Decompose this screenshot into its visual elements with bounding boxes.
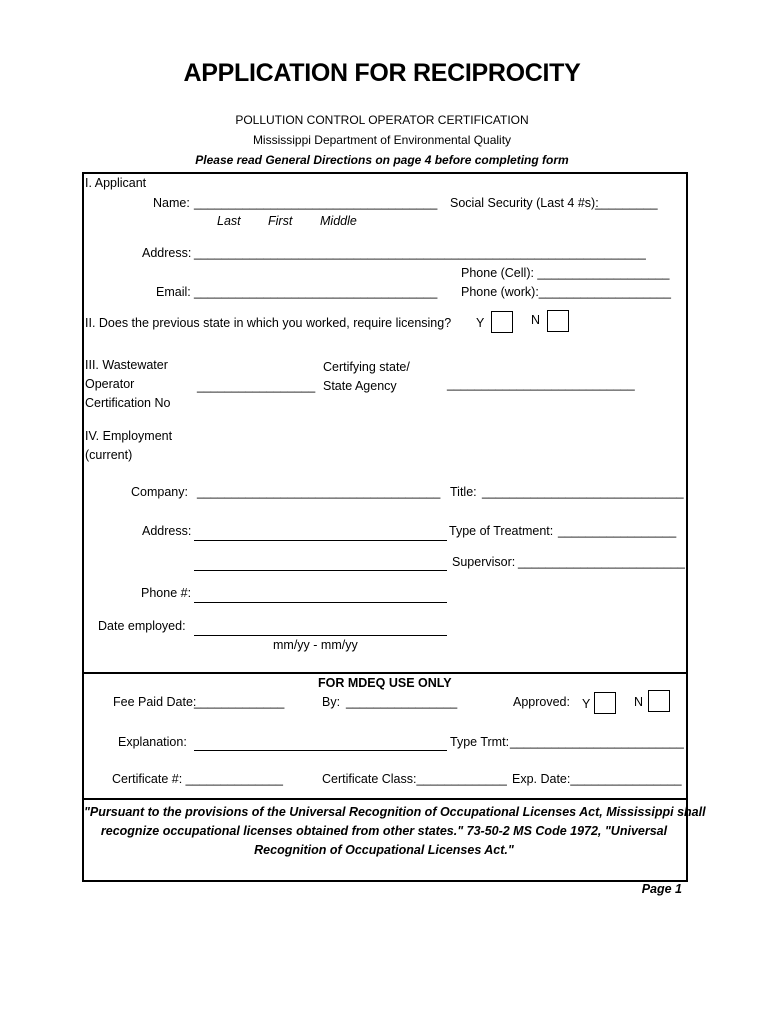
wastewater-heading-line3: Certification No [85,396,171,410]
approved-label: Approved: [513,695,570,709]
company-field[interactable]: ___________________________________ [197,485,441,499]
email-label: Email: [156,285,191,299]
form-title: APPLICATION FOR RECIPROCITY [183,59,581,87]
date-employed-field[interactable] [194,635,447,636]
employer-address-line2[interactable] [194,570,447,571]
approved-no-label: N [634,695,644,709]
phone-work-field[interactable]: Phone (work):___________________ [461,285,671,299]
name-sub-middle: Middle [320,214,357,228]
approved-no-checkbox[interactable] [648,690,670,712]
fee-paid-label: Fee Paid Date: [113,695,197,709]
certificate-class-field[interactable]: Certificate Class:_____________ [322,772,507,786]
type-trmt-label: Type Trmt: [450,735,510,749]
title-label: Title: [450,485,477,499]
licensing-yes-checkbox[interactable] [491,311,513,333]
wastewater-heading-line2: Operator [85,377,135,391]
statute-line2: recognize occupational licenses obtained from other states." 73-50-2 MS Code 1972, "Universal [100,824,668,838]
name-sub-last: Last [217,214,241,228]
type-trmt-field[interactable]: _________________________ [510,735,684,749]
supervisor-label: Supervisor: [452,555,516,569]
office-use-heading: FOR MDEQ USE ONLY [318,676,452,690]
section-applicant-heading: I. Applicant [85,176,147,190]
approved-yes-label: Y [582,697,591,711]
licensing-no-label: N [531,313,541,327]
licensing-no-checkbox[interactable] [547,310,569,332]
date-employed-label: Date employed: [98,619,186,633]
directions-note: Please read General Directions on page 4 before completing form [195,153,569,167]
ssn-label: Social Security (Last 4 #s): [450,196,599,210]
phone-label: Phone #: [141,586,192,600]
explanation-label: Explanation: [118,735,187,749]
name-label: Name: [153,196,190,210]
phone-cell-field[interactable]: Phone (Cell): ___________________ [461,266,670,280]
certifying-state-label-line2: State Agency [323,379,397,393]
date-format-hint: mm/yy - mm/yy [273,638,358,652]
explanation-field[interactable] [194,750,447,751]
fee-paid-field[interactable]: _____________ [194,695,285,709]
approved-yes-checkbox[interactable] [594,692,616,714]
expiration-date-field[interactable]: Exp. Date:________________ [512,772,682,786]
name-field[interactable]: ___________________________________ [194,196,438,210]
treatment-label: Type of Treatment: [449,524,554,538]
wastewater-heading-line1: III. Wastewater [85,358,168,372]
employment-heading-line2: (current) [85,448,133,462]
employer-phone-field[interactable] [194,602,447,603]
licensing-yes-label: Y [476,316,485,330]
address-field[interactable]: _________________________________________________________________ [194,246,646,260]
certifying-state-field[interactable]: ___________________________ [447,377,635,391]
program-name: POLLUTION CONTROL OPERATOR CERTIFICATION [235,113,529,127]
name-sub-first: First [268,214,293,228]
treatment-field[interactable]: _________________ [558,524,677,538]
statute-line1: "Pursuant to the provisions of the Universal Recognition of Occupational Licenses Act, Mississippi shall [84,805,706,819]
employment-heading-line1: IV. Employment [85,429,173,443]
agency-name: Mississippi Department of Environmental Quality [252,133,512,147]
page-number: Page 1 [641,882,682,896]
email-field[interactable]: ___________________________________ [194,285,438,299]
licensing-question: II. Does the previous state in which you worked, require licensing? [85,316,452,330]
employer-address-label: Address: [142,524,192,538]
ssn-field[interactable]: _________ [595,196,658,210]
by-field[interactable]: ________________ [346,695,458,709]
by-label: By: [322,695,341,709]
title-field[interactable]: _____________________________ [482,485,684,499]
company-label: Company: [131,485,188,499]
certificate-number-field[interactable]: Certificate #: ______________ [112,772,283,786]
certifying-state-label-line1: Certifying state/ [323,360,410,374]
address-label: Address: [142,246,192,260]
certification-number-field[interactable]: _________________ [197,379,316,393]
employer-address-line1[interactable] [194,540,447,541]
supervisor-field[interactable]: ________________________ [518,555,685,569]
statute-line3: Recognition of Occupational Licenses Act." [254,843,514,857]
